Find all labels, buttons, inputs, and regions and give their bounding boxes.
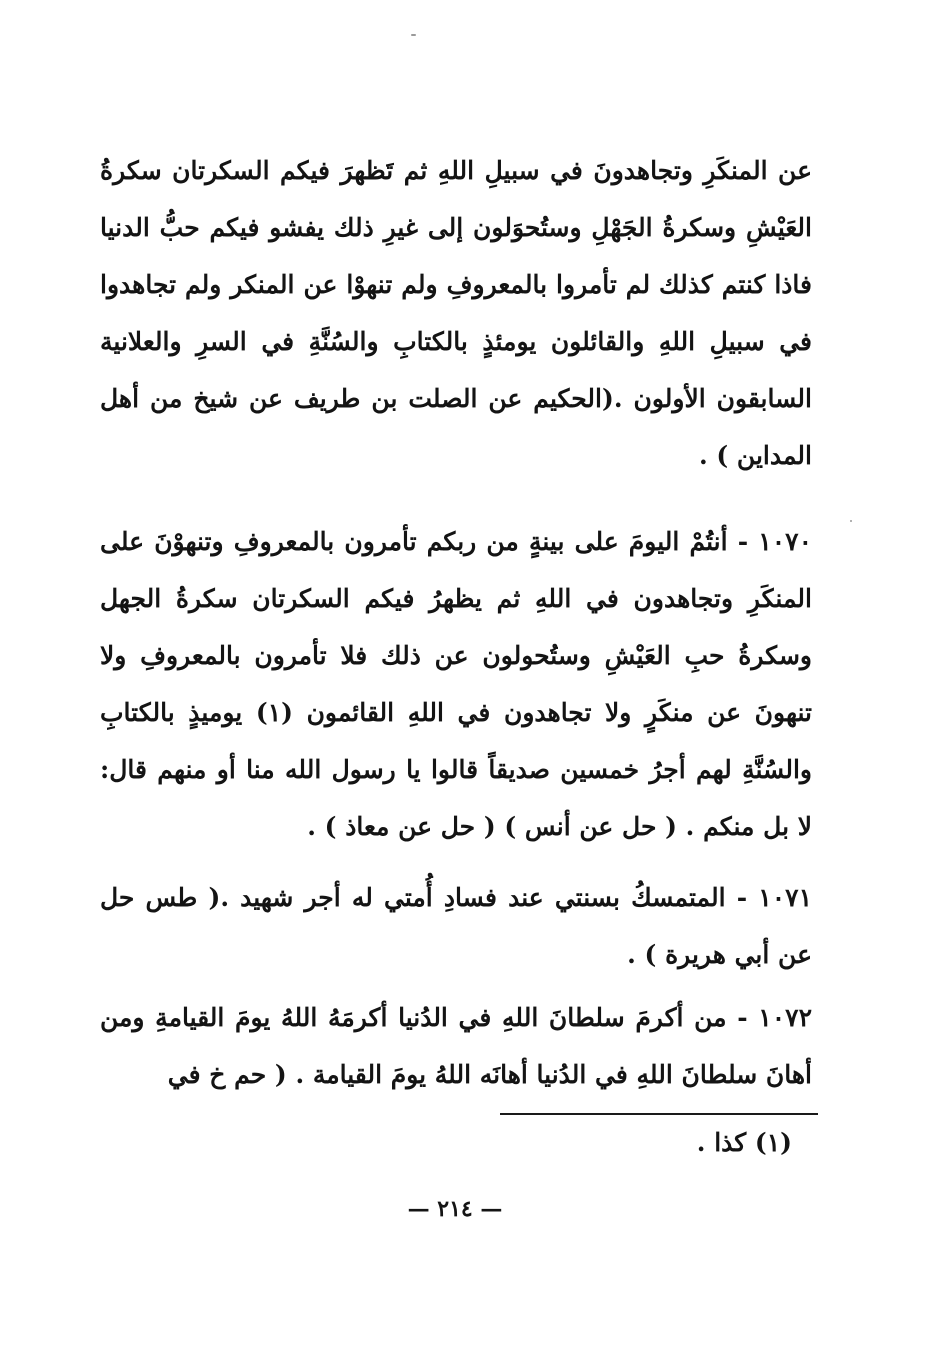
footnote-divider [500, 1113, 818, 1115]
hadith-1071: ١٠٧١ - المتمسكُ بسنتي عند فسادِ أُمتي له أجر شهيد .( طس حل عن أبي هريرة ) . [100, 883, 812, 969]
page-number: — ٢١٤ — [407, 1196, 503, 1222]
scan-speck [411, 34, 416, 36]
scan-speck [850, 520, 852, 522]
paragraph-continued: عن المنكَرِ وتجاهدونَ في سبيلِ اللهِ ثم تَظهرَ فيكم السكرتان سكرةُ العَيْشِ وسكرةُ الجَهْلِ وستُحوَلون إلى غيرِ ذلك يفشو فيكم حبُّ الدنيا فاذا كنتم كذلك لم تأمروا بالمعروفِ ولم تنهوْا عن المنكر ولم تجاهدوا في سبيلِ اللهِ والقائلون يومئذٍ بالكتابِ والسُنَّةِ في السرِ والعلانية السابقون الأولون .(الحكيم عن الصلت بن طريف عن شيخ من أهل المداين ) . [100, 156, 812, 470]
hadith-1070: ١٠٧٠ - أنتُمْ اليومَ على بينةٍ من ربكم تأمرون بالمعروفِ وتنهوْنَ على المنكَرِ وتجاهدون في اللهِ ثم يظهرُ فيكم السكرتان سكرةُ الجهل وسكرةُ حبِ العَيْشِ وستُحولون عن ذلك فلا تأمرون بالمعروفِ ولا تنهونَ عن منكَرٍ ولا تجاهدون في اللهِ القائمون (١) يوميذٍ بالكتابِ والسُنَّةِ لهم أجرُ خمسين صديقاً قالوا يا رسول الله منا أو منهم قال: لا بل منكم . ( حل عن أنس ) ( حل عن معاذ ) . [100, 527, 812, 841]
hadith-1072: ١٠٧٢ - من أكرمَ سلطانَ اللهِ في الدُنيا أكرمَهُ اللهُ يومَ القيامةِ ومن أهانَ سلطانَ اللهِ في الدُنيا أهانَه اللهُ يومَ القيامة . ( حم خ في [100, 1003, 812, 1089]
footnote: (١) كذا . [696, 1128, 792, 1157]
